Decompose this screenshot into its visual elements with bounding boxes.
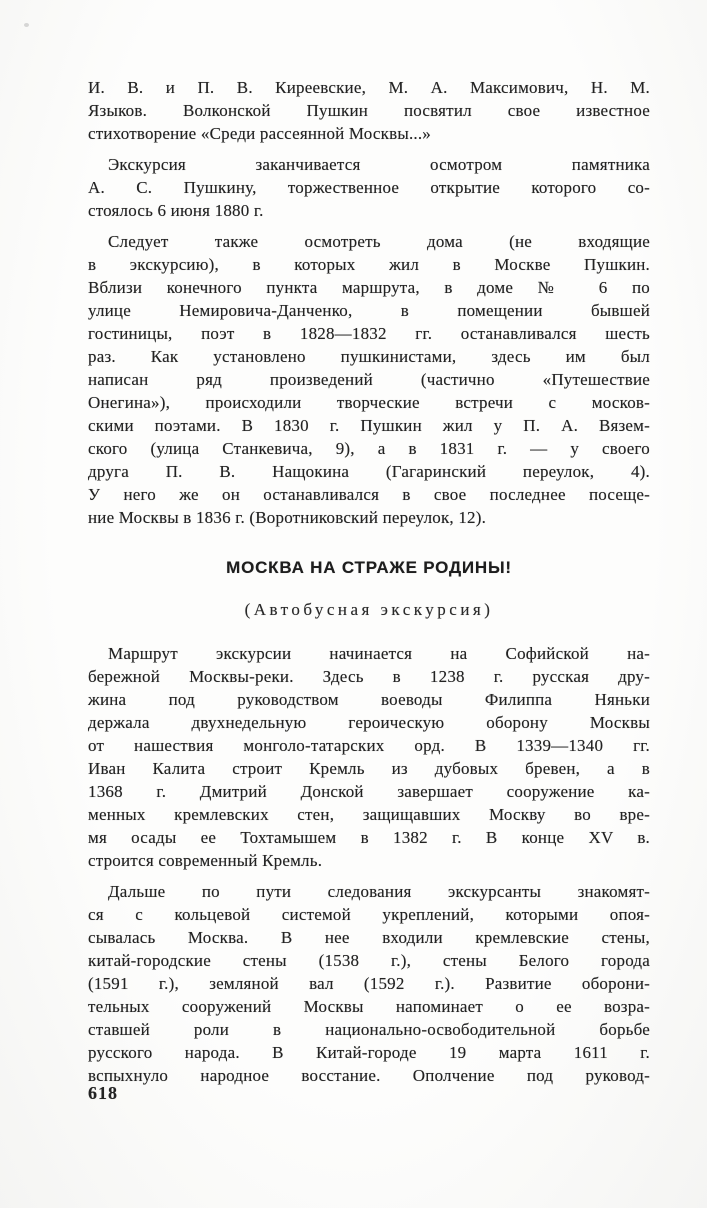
text-line: Маршрут экскурсии начинается на Софийской на-: [108, 644, 650, 663]
paragraphs-after-heading: [88, 642, 650, 1087]
text-line: ся с кольцевой системой укреплений, которыми опоя-: [88, 905, 650, 924]
text-line: китай-городские стены (1538 г.), стены Белого города: [88, 951, 650, 970]
text-line: написан ряд произведений (частично «Путешествие: [88, 370, 650, 389]
text-line: строится современный Кремль.: [88, 851, 323, 870]
page-text-block: [88, 76, 650, 1095]
text-line: А. С. Пушкину, торжественное открытие которого со-: [88, 178, 650, 197]
text-line: от нашествия монголо-татарских орд. В 1339—1340 гг.: [88, 736, 650, 755]
paragraph: [88, 880, 650, 1087]
text-line: друга П. В. Нащокина (Гагаринский переулок, 4).: [88, 462, 650, 481]
text-line: Вблизи конечного пункта маршрута, в доме № 6 по: [88, 278, 650, 297]
text-line: И. В. и П. В. Киреевские, М. А. Максимович, Н. М.: [88, 78, 650, 97]
text-line: сывалась Москва. В нее входили кремлевские стены,: [88, 928, 650, 947]
page-number: 618: [88, 1083, 118, 1103]
text-line: жина под руководством воеводы Филиппа Няньки: [88, 690, 650, 709]
text-line: менных кремлевских стен, защищавших Москву во вре-: [88, 805, 650, 824]
text-line: ние Москвы в 1836 г. (Воротниковский переулок, 12).: [88, 508, 487, 527]
text-line: держала двухнедельную героическую оборону Москвы: [88, 713, 650, 732]
text-line: Онегина»), происходили творческие встречи с москов-: [88, 393, 650, 412]
section-heading: МОСКВА НА СТРАЖЕ РОДИНЫ!: [226, 558, 512, 577]
text-line: У него же он останавливался в свое последнее посеще-: [88, 485, 650, 504]
text-line: ставшей роли в национально-освободительной борьбе: [88, 1020, 650, 1039]
text-line: улице Немировича-Данченко, в помещении бывшей: [88, 301, 650, 320]
text-line: скими поэтами. В 1830 г. Пушкин жил у П. А. Вязем-: [88, 416, 650, 435]
text-line: русского народа. В Китай-городе 19 марта 1611 г.: [88, 1043, 650, 1062]
text-line: Дальше по пути следования экскурсанты знакомят-: [108, 882, 650, 901]
text-line: гостиницы, поэт в 1828—1832 гг. останавливался шесть: [88, 324, 650, 343]
text-line: Иван Калита строит Кремль из дубовых бревен, а в: [88, 759, 650, 778]
text-line: Следует также осмотреть дома (не входящие: [108, 232, 650, 251]
text-line: бережной Москвы-реки. Здесь в 1238 г. русская дру-: [88, 667, 650, 686]
paragraph: [88, 153, 650, 222]
scan-speck: [24, 23, 29, 27]
text-line: стоялось 6 июня 1880 г.: [88, 201, 264, 220]
text-line: в экскурсию), в которых жил в Москве Пушкин.: [88, 255, 650, 274]
text-line: (1591 г.), земляной вал (1592 г.). Развитие оборони-: [88, 974, 650, 993]
paragraph: [88, 230, 650, 529]
text-line: ского (улица Станкевича, 9), а в 1831 г. — у своего: [88, 439, 650, 458]
text-line: мя осады ее Тохтамышем в 1382 г. В конце XV в.: [88, 828, 650, 847]
text-line: 1368 г. Дмитрий Донской завершает сооружение ка-: [88, 782, 650, 801]
text-line: вспыхнуло народное восстание. Ополчение под руковод-: [88, 1066, 650, 1085]
paragraph: [88, 76, 650, 145]
text-line: тельных сооружений Москвы напоминает о ее возра-: [88, 997, 650, 1016]
text-line: Языков. Волконской Пушкин посвятил свое известное: [88, 101, 650, 120]
text-line: раз. Как установлено пушкинистами, здесь им был: [88, 347, 650, 366]
section-subheading: (Автобусная экскурсия): [244, 600, 494, 619]
paragraphs-before-heading: [88, 76, 650, 529]
paragraph: [88, 642, 650, 872]
text-line: Экскурсия заканчивается осмотром памятника: [108, 155, 650, 174]
text-line: стихотворение «Среди рассеянной Москвы...»: [88, 124, 432, 143]
